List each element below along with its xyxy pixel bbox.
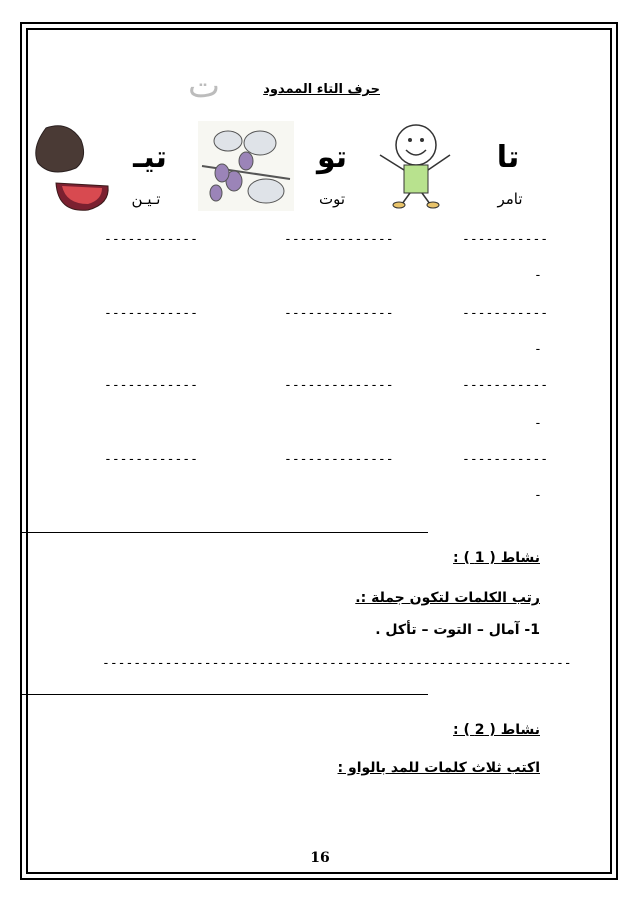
syllable-tu: تو (316, 140, 348, 175)
practice-line[interactable]: ------------ (104, 306, 198, 321)
fig-fruit-icon (26, 118, 116, 216)
answer-line[interactable]: ------------------------------------------------------------ (102, 656, 572, 671)
practice-line[interactable]: ------------ (104, 232, 198, 247)
page-number: 16 (310, 850, 330, 866)
syllable-ti: تيـ (133, 140, 167, 175)
word-tamer: تامر (497, 190, 523, 208)
word-teen: تـيـن (131, 190, 161, 208)
practice-line[interactable]: -------------- (284, 452, 394, 467)
activity2-heading: نشاط ( 2 ) : (453, 722, 540, 738)
syllable-ta: تا (496, 140, 520, 175)
practice-dash: - (534, 488, 542, 503)
practice-line[interactable]: -------------- (284, 378, 394, 393)
practice-line[interactable]: ------------ (104, 378, 198, 393)
section-divider (20, 532, 428, 533)
activity1-item: 1- آمال – التوت – تأكل . (375, 622, 540, 638)
practice-line[interactable]: ----------- (462, 232, 549, 247)
practice-line[interactable]: ----------- (462, 452, 549, 467)
practice-dash: - (534, 268, 542, 283)
boy-cartoon-icon (366, 120, 466, 210)
practice-line[interactable]: ------------ (104, 452, 198, 467)
big-letter: ت (188, 66, 221, 106)
practice-dash: - (534, 416, 542, 431)
practice-line[interactable]: ----------- (462, 378, 549, 393)
practice-line[interactable]: -------------- (284, 232, 394, 247)
word-toot: توت (318, 190, 346, 208)
activity1-instruction: رتب الكلمات لتكون جملة :. (355, 590, 540, 606)
practice-line[interactable]: ----------- (462, 306, 549, 321)
activity1-heading: نشاط ( 1 ) : (453, 550, 540, 566)
practice-line[interactable]: -------------- (284, 306, 394, 321)
section-divider (20, 694, 428, 695)
activity2-instruction: اكتب ثلاث كلمات للمد بالواو : (337, 760, 540, 776)
practice-dash: - (534, 342, 542, 357)
mulberry-branch-icon (198, 121, 294, 211)
page-title: حرف التاء الممدود (263, 82, 380, 97)
